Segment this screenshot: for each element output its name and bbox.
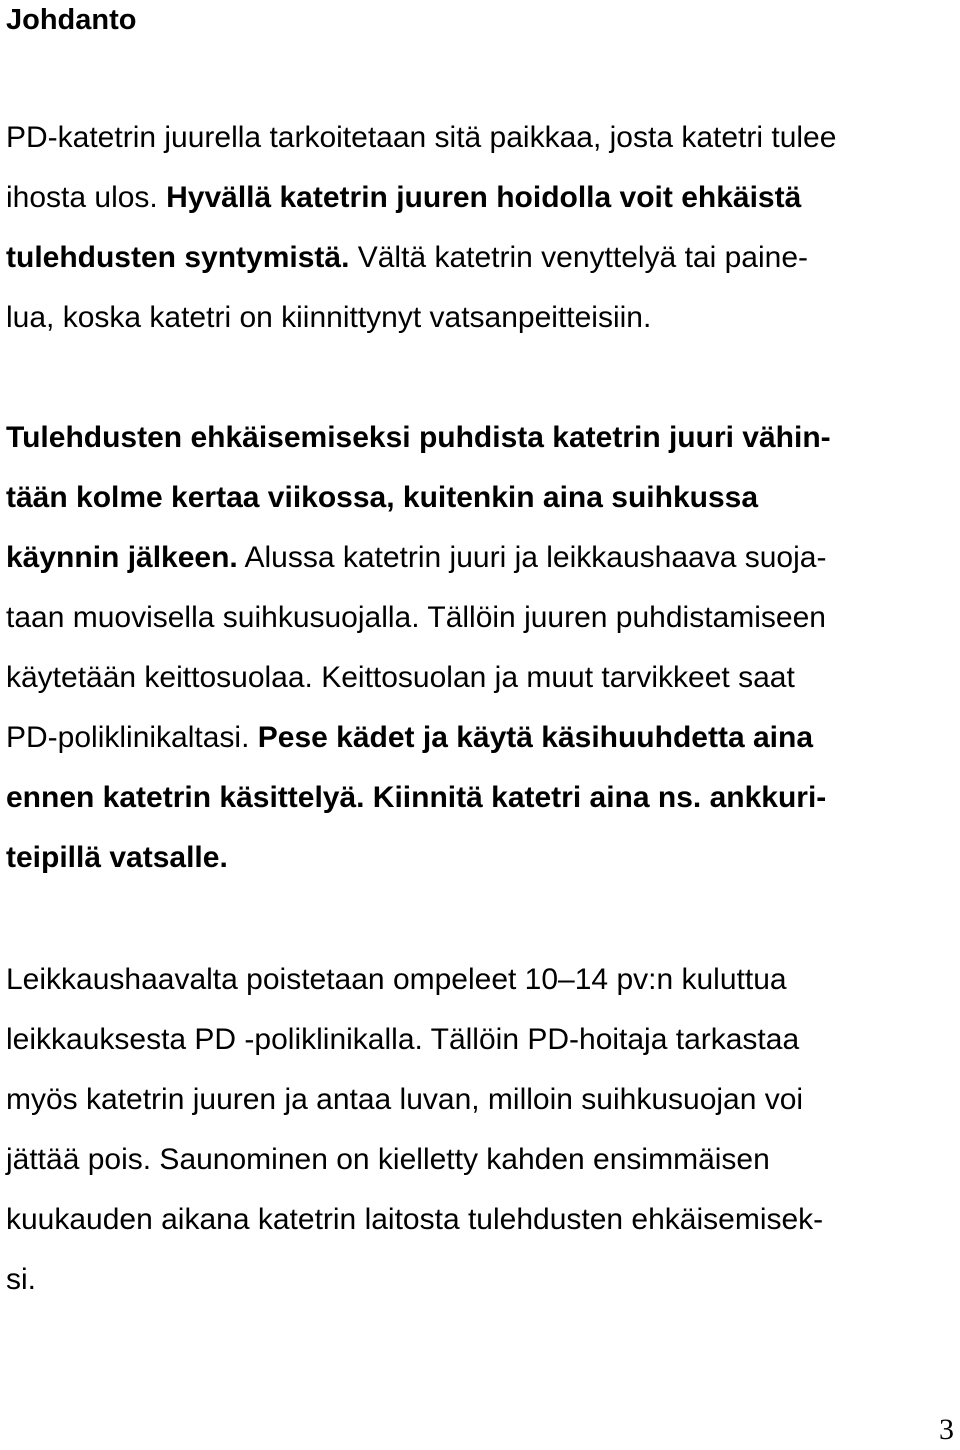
bold-text-segment: Pese kädet ja käytä käsihuuhdetta aina: [257, 721, 813, 754]
text-segment: PD-poliklinikaltasi.: [6, 721, 258, 754]
text-line: [6, 588, 956, 648]
page-heading: Johdanto: [6, 4, 137, 36]
text-line: [6, 768, 956, 828]
text-line: [6, 828, 956, 888]
text-segment: si.: [6, 1263, 36, 1296]
paragraph-intro: [6, 108, 956, 348]
text-line: [6, 108, 956, 168]
paragraph-cleaning: [6, 408, 956, 888]
text-line: [6, 1250, 956, 1310]
text-segment: PD-katetrin juurella tarkoitetaan sitä paikkaa, josta katetri tulee: [6, 121, 837, 154]
paragraph-stitches: [6, 950, 956, 1310]
page-number: 3: [939, 1413, 954, 1446]
text-line: [6, 1190, 956, 1250]
text-segment: lua, koska katetri on kiinnittynyt vatsanpeitteisiin.: [6, 301, 652, 334]
text-segment: Alussa katetrin juuri ja leikkaushaava suoja-: [237, 541, 827, 574]
text-segment: ihosta ulos.: [6, 181, 167, 214]
text-segment: leikkauksesta PD -poliklinikalla. Tällöin PD-hoitaja tarkastaa: [6, 1023, 800, 1056]
text-line: [6, 1010, 956, 1070]
text-segment: Leikkaushaavalta poistetaan ompeleet 10–14 pv:n kuluttua: [6, 963, 787, 996]
text-line: [6, 1130, 956, 1190]
text-segment: käytetään keittosuolaa. Keittosuolan ja muut tarvikkeet saat: [6, 661, 795, 694]
bold-text-segment: teipillä vatsalle.: [6, 841, 228, 874]
bold-text-segment: käynnin jälkeen.: [6, 541, 238, 574]
text-segment: kuukauden aikana katetrin laitosta tulehdusten ehkäisemisek-: [6, 1203, 824, 1236]
text-line: [6, 408, 956, 468]
text-line: [6, 950, 956, 1010]
text-line: [6, 1070, 956, 1130]
text-segment: jättää pois. Saunominen on kielletty kahden ensimmäisen: [6, 1143, 770, 1176]
bold-text-segment: tulehdusten syntymistä.: [6, 241, 350, 274]
text-segment: myös katetrin juuren ja antaa luvan, milloin suihkusuojan voi: [6, 1083, 804, 1116]
bold-text-segment: Hyvällä katetrin juuren hoidolla voit ehkäistä: [166, 181, 802, 214]
bold-text-segment: Tulehdusten ehkäisemiseksi puhdista katetrin juuri vähin-: [6, 421, 831, 454]
text-line: [6, 168, 956, 228]
text-line: [6, 708, 956, 768]
text-line: [6, 468, 956, 528]
text-line: [6, 228, 956, 288]
text-line: [6, 528, 956, 588]
bold-text-segment: ennen katetrin käsittelyä. Kiinnitä katetri aina ns. ankkuri-: [6, 781, 827, 814]
text-segment: taan muovisella suihkusuojalla. Tällöin juuren puhdistamiseen: [6, 601, 826, 634]
text-line: [6, 288, 956, 348]
text-segment: Vältä katetrin venyttelyä tai paine-: [349, 241, 808, 274]
text-line: [6, 648, 956, 708]
bold-text-segment: tään kolme kertaa viikossa, kuitenkin aina suihkussa: [6, 481, 759, 514]
